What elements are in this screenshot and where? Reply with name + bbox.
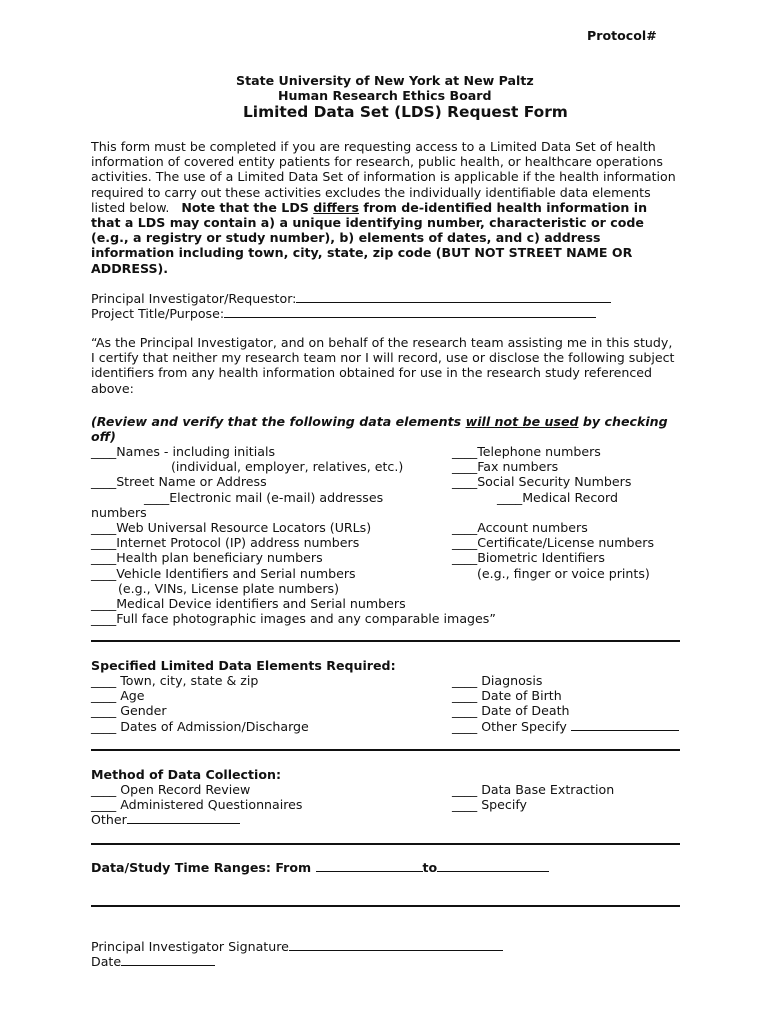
identifier-item-telephone[interactable]: ____Telephone numbers bbox=[452, 444, 601, 459]
time-from-line[interactable] bbox=[316, 860, 423, 872]
date-field bbox=[91, 954, 215, 969]
signature-label: Principal Investigator Signature bbox=[91, 939, 289, 954]
pi-field bbox=[91, 291, 611, 306]
note-end: from de-identified health information in bbox=[359, 199, 648, 215]
element-item-dates-admission[interactable]: ____ Dates of Admission/Discharge bbox=[91, 718, 309, 734]
time-to-label: to bbox=[422, 860, 438, 875]
method-other-label: Other bbox=[91, 812, 127, 828]
review-text-c: by checking bbox=[578, 414, 668, 429]
intro-listed-below: listed below. bbox=[91, 199, 170, 215]
review-text-d: off) bbox=[91, 429, 116, 445]
identifier-item-health-plan[interactable]: ____Health plan beneficiary numbers bbox=[91, 550, 323, 566]
identifier-item-vehicle[interactable]: ____Vehicle Identifiers and Serial numbers bbox=[91, 565, 356, 581]
pi-input-line[interactable] bbox=[296, 291, 611, 303]
review-will-not-be-used: will not be used bbox=[465, 414, 579, 429]
method-left-column bbox=[91, 782, 302, 828]
identifier-item-certificate[interactable]: ____Certificate/License numbers bbox=[452, 535, 655, 551]
signature-line[interactable] bbox=[289, 939, 503, 951]
identifier-right-column bbox=[452, 444, 654, 581]
method-item-database[interactable]: ____ Data Base Extraction bbox=[452, 782, 615, 797]
review-text-a: (Review and verify that the following data elements bbox=[91, 414, 466, 429]
element-item-gender[interactable]: ____ Gender bbox=[91, 703, 167, 719]
identifier-item-face[interactable]: ____Full face photographic images and any comparable images” bbox=[91, 611, 496, 627]
time-range-label: Data/Study Time Ranges: From bbox=[91, 860, 316, 875]
elements-right-column bbox=[452, 673, 679, 734]
elements-left-column bbox=[91, 673, 309, 734]
note-line: that a LDS may contain a) a unique identifying number, characteristic or code bbox=[91, 215, 644, 231]
note-line: ADDRESS). bbox=[91, 260, 169, 276]
certify-line: “As the Principal Investigator, and on behalf of the research team assisting me in this study, bbox=[91, 335, 673, 350]
identifier-note: (individual, employer, relatives, etc.) bbox=[171, 459, 404, 475]
intro-line: This form must be completed if you are requesting access to a Limited Data Set of health bbox=[91, 139, 656, 154]
protocol-label: Protocol# bbox=[587, 28, 657, 43]
time-range-field bbox=[91, 860, 549, 875]
certify-paragraph bbox=[91, 335, 674, 396]
section-divider bbox=[91, 905, 680, 907]
intro-paragraph bbox=[91, 139, 676, 276]
element-item-other-specify[interactable] bbox=[452, 719, 679, 734]
identifier-item-device[interactable]: ____Medical Device identifiers and Serial numbers bbox=[91, 596, 406, 612]
identifier-item-street[interactable]: ____Street Name or Address bbox=[91, 474, 267, 490]
time-to-line[interactable] bbox=[437, 860, 549, 872]
intro-line bbox=[91, 200, 676, 215]
project-input-line[interactable] bbox=[224, 306, 596, 318]
intro-line: information of covered entity patients for research, public health, or healthcare operations bbox=[91, 154, 663, 170]
section-divider bbox=[91, 640, 680, 642]
pi-label: Principal Investigator/Requestor: bbox=[91, 291, 297, 306]
certify-line: above: bbox=[91, 380, 134, 396]
project-label: Project Title/Purpose: bbox=[91, 306, 225, 321]
identifier-item-biometric[interactable]: ____Biometric Identifiers bbox=[452, 550, 605, 566]
identifier-item-ssn[interactable]: ____Social Security Numbers bbox=[452, 474, 632, 490]
certify-line: identifiers from any health information obtained for use in the research study referenced bbox=[91, 365, 652, 381]
elements-heading: Specified Limited Data Elements Required: bbox=[91, 658, 396, 673]
identifier-note: (e.g., VINs, License plate numbers) bbox=[118, 580, 339, 596]
identifier-left-column bbox=[91, 444, 496, 626]
identifier-item-email[interactable]: ____Electronic mail (e-mail) addresses bbox=[144, 489, 384, 505]
identifier-item-medical-record[interactable]: ____Medical Record bbox=[497, 489, 618, 505]
date-label: Date bbox=[91, 954, 122, 969]
other-specify-line[interactable] bbox=[571, 719, 679, 731]
project-field bbox=[91, 306, 596, 321]
review-instruction bbox=[91, 414, 668, 444]
method-item-specify[interactable]: ____ Specify bbox=[452, 797, 528, 813]
intro-line: required to carry out these activities excludes the individually identifiable data elements bbox=[91, 184, 651, 200]
note-start: Note that the LDS bbox=[181, 199, 314, 215]
identifier-continuation: numbers bbox=[91, 504, 147, 520]
note-line: (e.g., a registry or study number), b) elements of dates, and c) address bbox=[91, 230, 601, 246]
identifier-item-fax[interactable]: ____Fax numbers bbox=[452, 459, 559, 475]
certify-line: I certify that neither my research team nor I will record, use or disclose the following subject bbox=[91, 350, 675, 366]
section-divider bbox=[91, 843, 680, 845]
element-item-age[interactable]: ____ Age bbox=[91, 688, 145, 704]
identifier-item-ip[interactable]: ____Internet Protocol (IP) address numbers bbox=[91, 535, 360, 551]
date-line[interactable] bbox=[121, 954, 215, 966]
identifier-item-account[interactable]: ____Account numbers bbox=[452, 520, 588, 535]
element-item-dob[interactable]: ____ Date of Birth bbox=[452, 688, 562, 704]
note-line: information including town, city, state, zip code (BUT NOT STREET NAME OR bbox=[91, 245, 633, 261]
method-item-questionnaires[interactable]: ____ Administered Questionnaires bbox=[91, 797, 303, 813]
identifier-item-names[interactable]: ____Names - including initials bbox=[91, 444, 276, 459]
form-title: Limited Data Set (LDS) Request Form bbox=[243, 103, 568, 121]
identifier-note: (e.g., finger or voice prints) bbox=[477, 565, 650, 581]
element-item-town[interactable]: ____ Town, city, state & zip bbox=[91, 673, 259, 688]
identifier-item-urls[interactable]: ____Web Universal Resource Locators (URLs) bbox=[91, 520, 372, 536]
signature-field bbox=[91, 939, 503, 954]
section-divider bbox=[91, 749, 680, 751]
method-item-open-record[interactable]: ____ Open Record Review bbox=[91, 782, 251, 797]
other-specify-label: ____ Other Specify bbox=[452, 718, 567, 734]
board-name: Human Research Ethics Board bbox=[278, 88, 492, 103]
method-item-other[interactable] bbox=[91, 812, 302, 827]
intro-line: activities. The use of a Limited Data Set of information is applicable if the health information bbox=[91, 169, 676, 185]
note-differs: differs bbox=[313, 199, 360, 215]
method-right-column bbox=[452, 782, 614, 812]
method-heading: Method of Data Collection: bbox=[91, 767, 282, 782]
method-other-line[interactable] bbox=[127, 812, 240, 824]
element-item-dod[interactable]: ____ Date of Death bbox=[452, 703, 570, 719]
element-item-diagnosis[interactable]: ____ Diagnosis bbox=[452, 673, 543, 688]
university-name: State University of New York at New Paltz bbox=[236, 73, 534, 88]
